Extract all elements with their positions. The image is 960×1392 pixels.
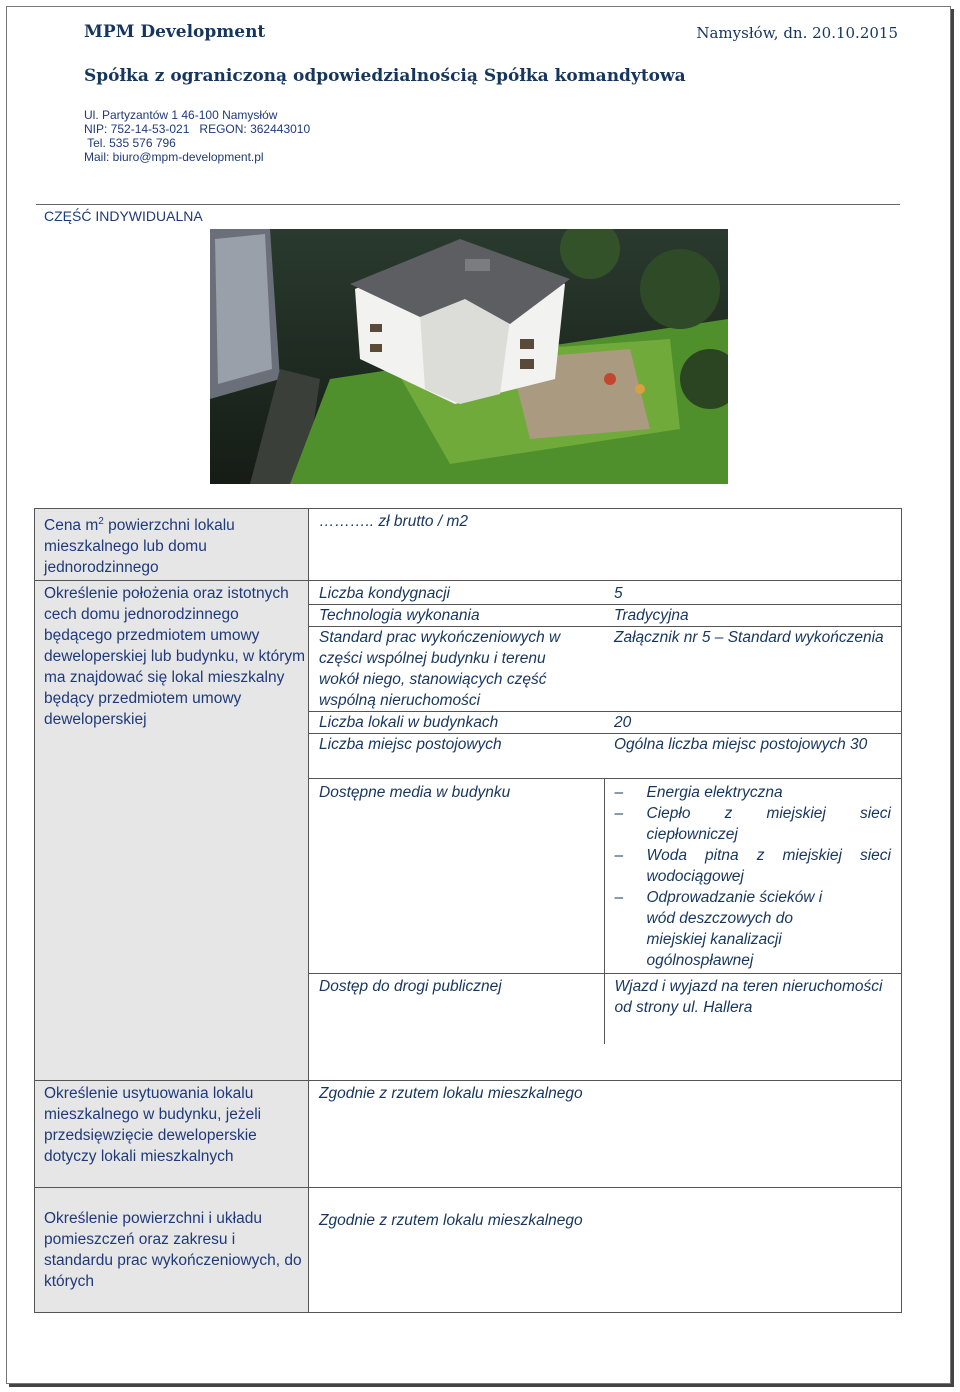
company-name: MPM Development (84, 22, 266, 42)
media-item (615, 803, 892, 845)
floors-value: 5 (614, 585, 623, 603)
building-rendering-image (210, 229, 728, 484)
media-key: Dostępne media w budynku (309, 779, 604, 974)
standard-key: Standard prac wykończeniowych w części wspólnej budynku i terenu wokół niego, stanowiących część wspólną nieruchomości (319, 629, 561, 710)
dash-marker: – (614, 889, 624, 907)
apartment-details-table (34, 508, 902, 1313)
parking-value: Ogólna liczba miejsc postojowych 30 (614, 736, 868, 754)
placement-label: Określenie usytuowania lokalu mieszkalnego w budynku, jeżeli przedsięwzięcie deweloperskie dotyczy lokali mieszkalnych (35, 1081, 309, 1188)
nip-regon-line: NIP: 752-14-53-021 REGON: 362443010 (84, 122, 311, 136)
section-title: CZĘŚĆ INDYWIDUALNA (44, 208, 203, 224)
media-list (604, 779, 901, 974)
media-item-text: Ciepło z miejskiej sieci ciepłowniczej (646, 805, 891, 844)
placement-value: Zgodnie z rzutem lokalu mieszkalnego (309, 1081, 902, 1188)
company-address (84, 108, 310, 164)
header-divider (36, 204, 900, 205)
road-key: Dostęp do drogi publicznej (309, 974, 604, 1045)
email-line: Mail: biuro@mpm-development.pl (84, 150, 264, 164)
units-value: 20 (614, 714, 632, 732)
price-label-sup: 2 (98, 516, 104, 527)
units-key: Liczba lokali w budynkach (319, 714, 499, 732)
area-value: Zgodnie z rzutem lokalu mieszkalnego (309, 1188, 902, 1313)
standard-value: Załącznik nr 5 – Standard wykończenia (614, 629, 884, 647)
media-item-text: Odprowadzanie ścieków i wód deszczowych do miejskiej kanalizacji ogólnospławnej (646, 889, 823, 970)
dash-marker: – (614, 847, 624, 865)
address-line: Ul. Partyzantów 1 46-100 Namysłów (84, 108, 278, 122)
location-label: Określenie położenia oraz istotnych cech domu jednorodzinnego będącego przedmiotem umowy deweloperskiej lub budynku, w którym ma znajdować się lokal mieszkalny będący przedmiotem umowy deweloperskiej (35, 581, 309, 1081)
dash-marker: – (614, 805, 624, 823)
technology-key: Technologia wykonania (319, 607, 480, 625)
road-value: Wjazd i wyjazd na teren nieruchomości od strony ul. Hallera (614, 978, 883, 1017)
price-label-post: powierzchni lokalu mieszkalnego lub domu jednorodzinnego (44, 517, 235, 577)
parking-key: Liczba miejsc postojowych (319, 736, 502, 754)
company-legal-form: Spółka z ograniczoną odpowiedzialnością Spółka komandytowa (84, 66, 686, 86)
price-label (35, 509, 309, 581)
price-value: ……….. zł brutto / m2 (309, 509, 902, 581)
area-label: Określenie powierzchni i układu pomieszczeń oraz zakresu i standardu prac wykończeniowych, do których (35, 1188, 309, 1313)
media-item (615, 845, 892, 887)
document-date: Namysłów, dn. 20.10.2015 (696, 24, 898, 42)
media-item (615, 887, 892, 971)
phone-line: Tel. 535 576 796 (84, 136, 176, 150)
building-features-table (309, 581, 901, 1044)
media-item (615, 782, 892, 803)
location-details (309, 581, 902, 1081)
media-item-text: Energia elektryczna (646, 784, 783, 802)
floors-key: Liczba kondygnacji (319, 585, 450, 603)
price-label-pre: Cena m (44, 517, 99, 535)
dash-marker: – (614, 784, 624, 802)
media-item-text: Woda pitna z miejskiej sieci wodociągowej (646, 847, 891, 886)
technology-value: Tradycyjna (614, 607, 689, 625)
